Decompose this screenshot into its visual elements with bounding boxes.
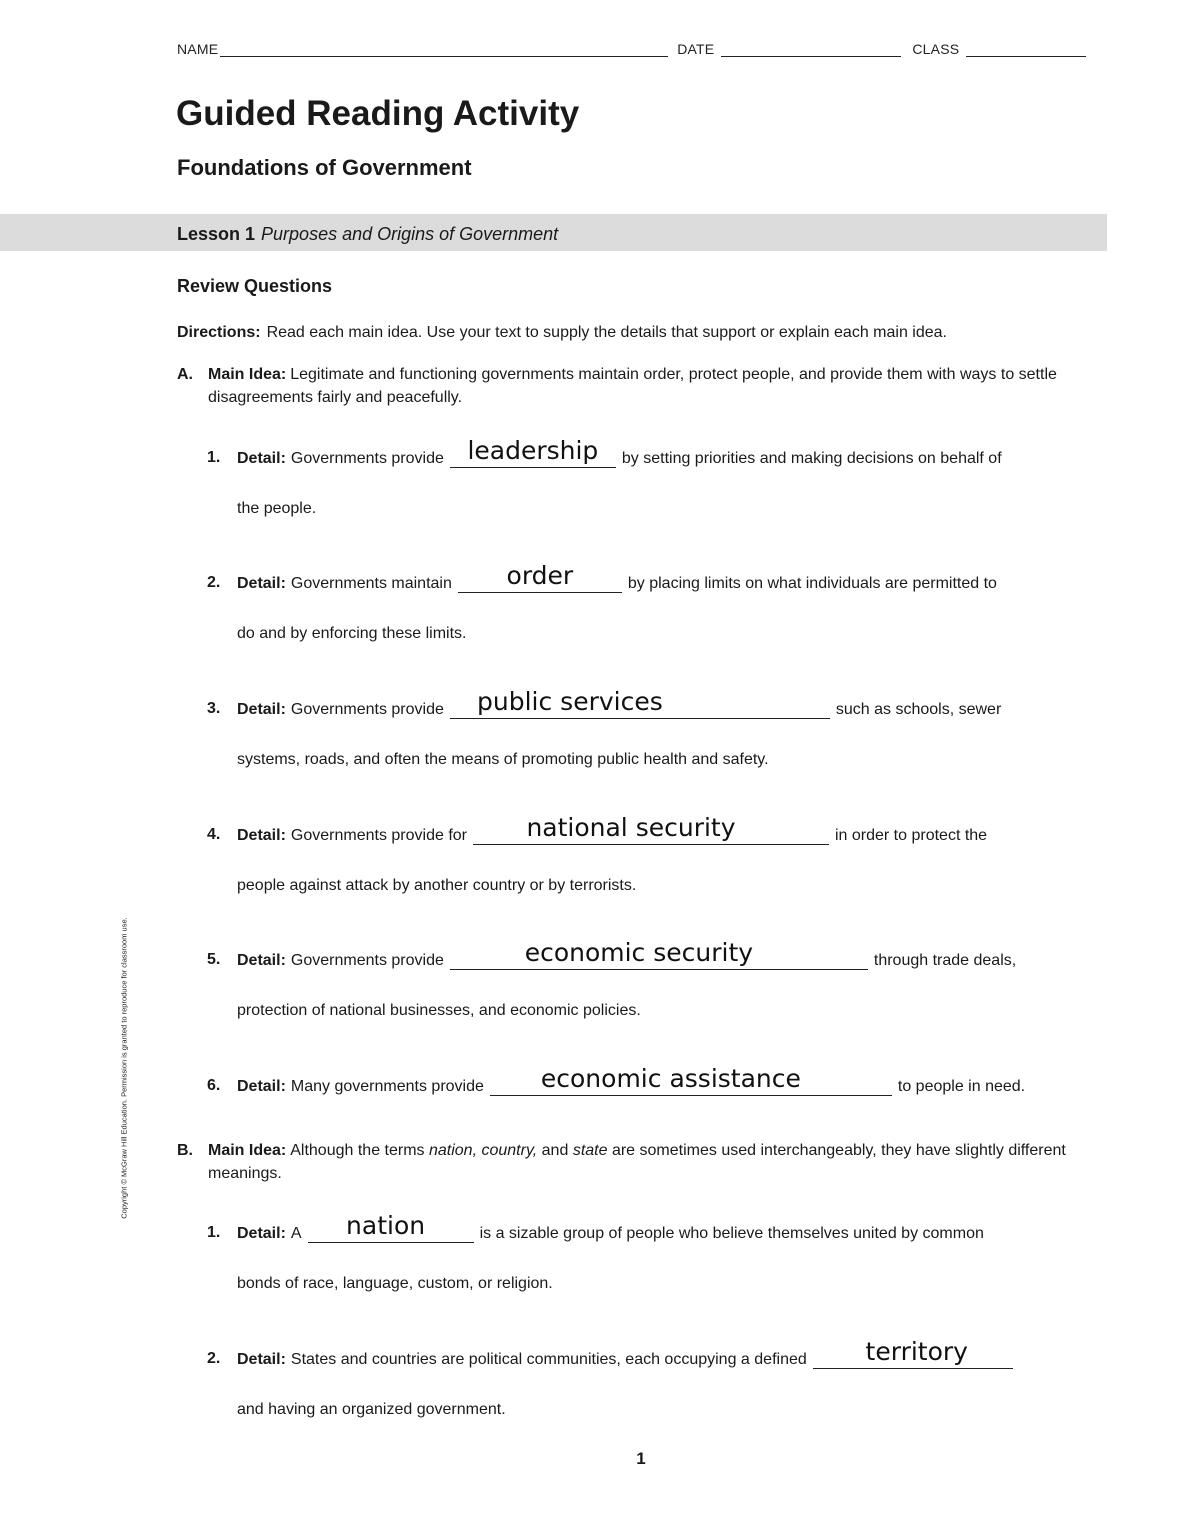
detail-text-after: to people in need.	[897, 1078, 1026, 1095]
detail-label: Detail:	[237, 827, 286, 844]
detail-text-after: by setting priorities and making decisions on behalf of	[621, 450, 1002, 467]
detail-continuation: the people.	[237, 500, 317, 517]
detail-text-before: Many governments provide	[290, 1078, 484, 1095]
detail-label: Detail:	[237, 952, 286, 969]
student-info-header	[177, 40, 1105, 57]
detail-label: Detail:	[237, 1225, 286, 1242]
lesson-name: Purposes and Origins of Government	[261, 224, 559, 244]
detail-number: 1.	[207, 1224, 221, 1241]
detail-continuation: systems, roads, and often the means of promoting public health and safety.	[237, 751, 769, 768]
answer-blank[interactable]	[450, 938, 868, 970]
answer-text: national security	[526, 813, 736, 842]
lesson-label: Lesson 1	[177, 224, 256, 244]
answer-text: economic assistance	[540, 1064, 801, 1093]
detail-number: 2.	[207, 1350, 221, 1367]
name-field[interactable]	[220, 40, 668, 57]
main-idea-text: and	[541, 1142, 569, 1159]
answer-blank[interactable]	[458, 561, 622, 593]
detail-text-after: is a sizable group of people who believe themselves united by common	[479, 1225, 984, 1242]
main-idea-text: Legitimate and functioning governments maintain order, protect people, and provide them with ways to settle disagreements fairly and peacefully.	[208, 366, 1057, 406]
answer-text: order	[506, 561, 574, 590]
answer-blank[interactable]	[813, 1337, 1013, 1369]
detail-continuation: and having an organized government.	[237, 1401, 506, 1418]
detail-label: Detail:	[237, 1351, 286, 1368]
detail-text-before: Governments maintain	[290, 575, 452, 592]
answer-text: territory	[865, 1337, 968, 1366]
detail-text-before: Governments provide for	[290, 827, 467, 844]
detail-label: Detail:	[237, 450, 286, 467]
answer-blank[interactable]	[490, 1064, 892, 1096]
page-subtitle: Foundations of Government	[177, 155, 472, 180]
main-idea-term: nation, country,	[428, 1142, 538, 1159]
lesson-title	[177, 224, 558, 245]
main-idea-text: Although the terms	[290, 1142, 425, 1159]
main-idea-b	[177, 1139, 1107, 1185]
answer-text: nation	[346, 1211, 426, 1240]
detail-number: 3.	[207, 700, 221, 717]
answer-blank[interactable]	[450, 687, 830, 719]
answer-blank[interactable]	[308, 1211, 474, 1243]
section-heading: Review Questions	[177, 276, 333, 296]
detail-text-after: such as schools, sewer	[835, 701, 1002, 718]
detail-number: 4.	[207, 826, 221, 843]
main-idea-letter: A.	[177, 366, 193, 383]
detail-text-after: in order to protect the	[834, 827, 988, 844]
detail-label: Detail:	[237, 701, 286, 718]
answer-blank[interactable]	[473, 813, 829, 845]
main-idea-label: Main Idea:	[208, 1142, 287, 1159]
main-idea-text: are sometimes used interchangeably, they have slightly different meanings.	[208, 1142, 1066, 1182]
date-label: DATE	[677, 41, 715, 57]
detail-continuation: protection of national businesses, and economic policies.	[237, 1002, 641, 1019]
directions-label: Directions:	[177, 324, 261, 341]
answer-blank[interactable]	[450, 436, 616, 468]
page-title: Guided Reading Activity	[176, 94, 580, 133]
detail-continuation: do and by enforcing these limits.	[237, 625, 467, 642]
class-field[interactable]	[966, 40, 1086, 57]
copyright-notice: Copyright © McGraw Hill Education. Permission is granted to reproduce for classroom use.	[119, 917, 129, 1219]
detail-text-after: through trade deals,	[873, 952, 1017, 969]
class-label: CLASS	[912, 41, 960, 57]
detail-text-before: Governments provide	[290, 701, 444, 718]
answer-text: economic security	[524, 938, 754, 967]
detail-text-before: A	[290, 1225, 302, 1242]
directions	[177, 324, 947, 342]
detail-number: 1.	[207, 449, 221, 466]
main-idea-a	[177, 363, 1107, 409]
detail-text-before: Governments provide	[290, 450, 444, 467]
directions-text: Read each main idea. Use your text to supply the details that support or explain each main idea.	[266, 324, 947, 341]
detail-number: 6.	[207, 1077, 221, 1094]
detail-number: 2.	[207, 574, 221, 591]
page-number: 1	[636, 1449, 646, 1468]
answer-text: leadership	[467, 436, 599, 465]
main-idea-term: state	[572, 1142, 608, 1159]
name-label: NAME	[177, 41, 219, 57]
detail-text-before: States and countries are political communities, each occupying a defined	[290, 1351, 807, 1368]
detail-number: 5.	[207, 951, 221, 968]
answer-text: public services	[477, 687, 663, 716]
main-idea-label: Main Idea:	[208, 366, 287, 383]
detail-text-after: by placing limits on what individuals are permitted to	[627, 575, 997, 592]
detail-continuation: people against attack by another country or by terrorists.	[237, 877, 637, 894]
date-field[interactable]	[721, 40, 901, 57]
detail-label: Detail:	[237, 575, 286, 592]
detail-text-before: Governments provide	[290, 952, 444, 969]
detail-continuation: bonds of race, language, custom, or religion.	[237, 1275, 553, 1292]
main-idea-letter: B.	[177, 1142, 193, 1159]
detail-label: Detail:	[237, 1078, 286, 1095]
